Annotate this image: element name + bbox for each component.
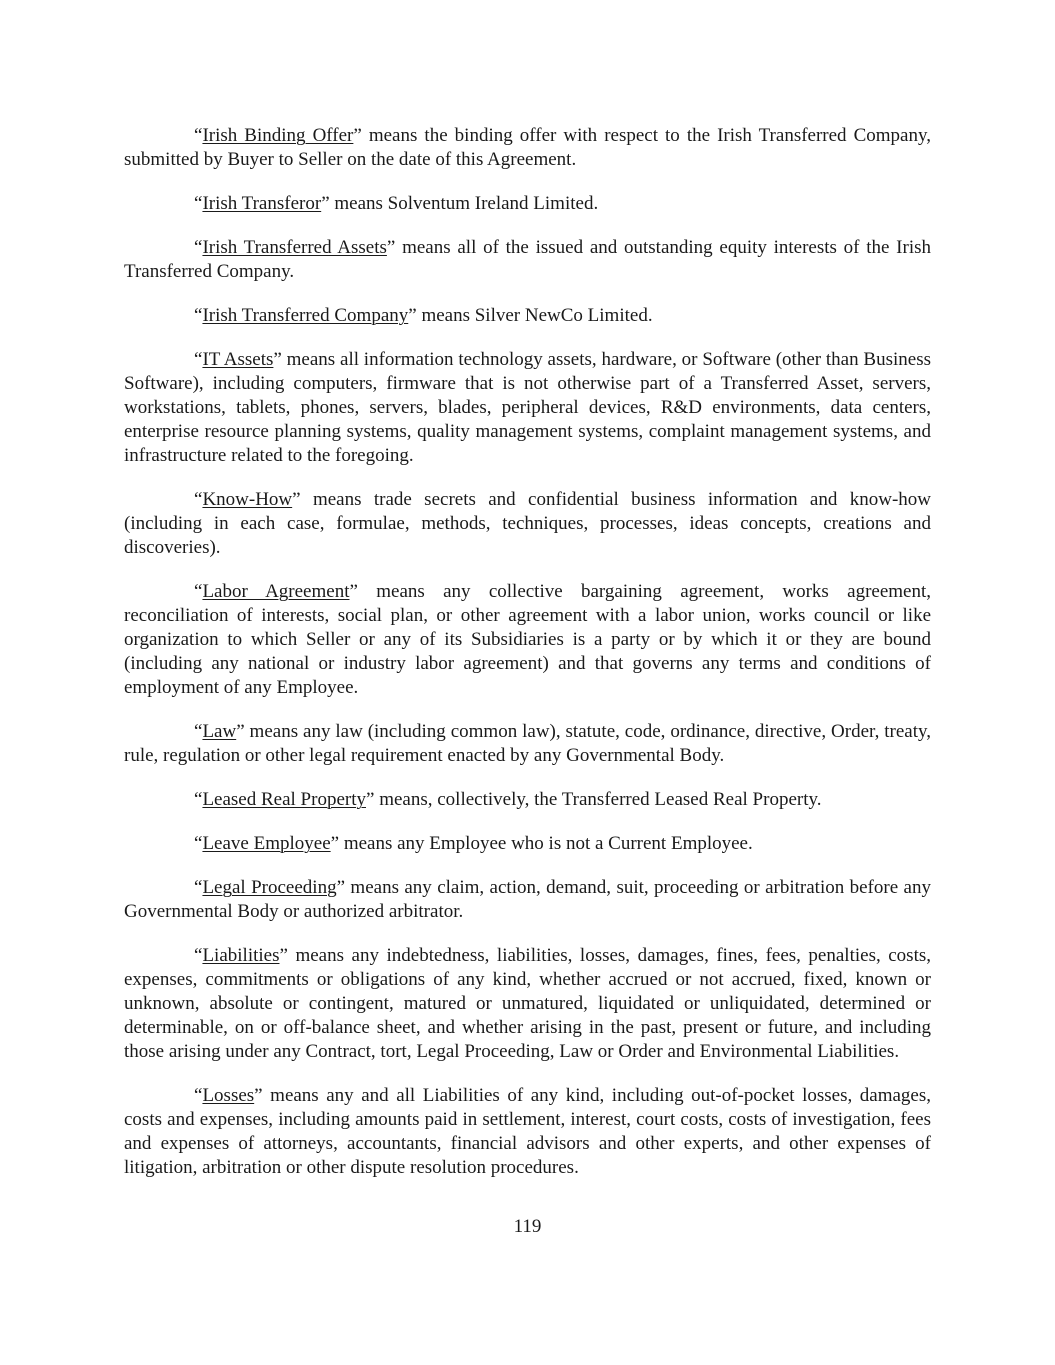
definition-law: “Law” means any law (including common law), statute, code, ordinance, directive, Order, treaty, rule, regulation or other legal requirement enacted by any Governmental Body. [124,721,931,766]
definition-leased-real-property: “Leased Real Property” means, collectively, the Transferred Leased Real Property. [194,789,822,810]
defined-term: IT Assets [202,349,274,370]
definition-text: means all of the issued and outstanding equity interests of the Irish Transferred Company. [124,237,931,282]
definition-text: means all information technology assets, hardware, or Software (other than Business Software), including computers, firmware that is not otherwise part of a Transferred Asset, servers, workstations, tablets, phones, servers, blades, peripheral devices, R&D environments, data centers, enterprise resource planning systems, quality management systems, complaint management systems, and infrastructure related to the foregoing. [124,349,931,466]
defined-term: Irish Transferor [202,193,322,214]
defined-term: Law [202,721,237,742]
definition-text: means any indebtedness, liabilities, losses, damages, fines, fees, penalties, costs, expenses, commitments or obligations of any kind, whether accrued or not accrued, fixed, known or unknown, absolute or contingent, matured or unmatured, liquidated or unliquidated, determined or determinable, on or off-balance sheet, and whether arising in the past, present or future, and including those arising under any Contract, tort, Legal Proceeding, Law or Order and Environmental Liabilities. [124,945,931,1062]
definition-text: means Silver NewCo Limited. [416,305,653,326]
definition-irish-transferred-assets: “Irish Transferred Assets” means all of the issued and outstanding equity interests of the Irish Transferred Company. [124,237,931,282]
defined-term: Losses [202,1085,255,1106]
defined-term: Leave Employee [202,833,331,854]
definition-text: means the binding offer with respect to the Irish Transferred Company, submitted by Buyer to Seller on the date of this Agreement. [124,125,931,170]
definition-it-assets: “IT Assets” means all information technology assets, hardware, or Software (other than Business Software), including computers, firmware that is not otherwise part of a Transferred Asset, servers, workstations, tablets, phones, servers, blades, peripheral devices, R&D environments, data centers, enterprise resource planning systems, quality management systems, complaint management systems, and infrastructure related to the foregoing. [124,349,931,466]
definition-losses: “Losses” means any and all Liabilities of any kind, including out-of-pocket losses, damages, costs and expenses, including amounts paid in settlement, interest, court costs, costs of investigation, fees and expenses of attorneys, accountants, financial advisors and other experts, and other expenses of litigation, arbitration or other dispute resolution procedures. [124,1085,931,1178]
definition-text: means any Employee who is not a Current Employee. [339,833,753,854]
definition-text: means trade secrets and confidential business information and know-how (including in each case, formulae, methods, techniques, processes, ideas concepts, creations and discoveries). [124,489,931,558]
definition-irish-transferred-company: “Irish Transferred Company” means Silver NewCo Limited. [194,305,653,326]
definition-leave-employee: “Leave Employee” means any Employee who is not a Current Employee. [194,833,753,854]
definition-text: means any collective bargaining agreement, works agreement, reconciliation of interests, social plan, or other agreement with a labor union, works council or like organization to which Seller or any of its Subsidiaries is a party or by which it or they are bound (including any national or industry labor agreement) and that governs any terms and conditions of employment of any Employee. [124,581,931,698]
definition-liabilities: “Liabilities” means any indebtedness, liabilities, losses, damages, fines, fees, penalties, costs, expenses, commitments or obligations of any kind, whether accrued or not accrued, fixed, known or unknown, absolute or contingent, matured or unmatured, liquidated or unliquidated, determined or determinable, on or off-balance sheet, and whether arising in the past, present or future, and including those arising under any Contract, tort, Legal Proceeding, Law or Order and Environmental Liabilities. [124,945,931,1062]
definition-text: means any and all Liabilities of any kind, including out-of-pocket losses, damages, costs and expenses, including amounts paid in settlement, interest, court costs, costs of investigation, fees and expenses of attorneys, accountants, financial advisors and other experts, and other expenses of litigation, arbitration or other dispute resolution procedures. [124,1085,931,1178]
definition-labor-agreement: “Labor Agreement” means any collective bargaining agreement, works agreement, reconciliation of interests, social plan, or other agreement with a labor union, works council or like organization to which Seller or any of its Subsidiaries is a party or by which it or they are bound (including any national or industry labor agreement) and that governs any terms and conditions of employment of any Employee. [124,581,931,698]
defined-term: Irish Transferred Company [202,305,409,326]
definition-know-how: “Know-How” means trade secrets and confidential business information and know-how (including in each case, formulae, methods, techniques, processes, ideas concepts, creations and discoveries). [124,489,931,558]
defined-term: Know-How [202,489,293,510]
defined-term: Labor Agreement [202,581,350,602]
definition-irish-binding-offer: “Irish Binding Offer” means the binding offer with respect to the Irish Transferred Company, submitted by Buyer to Seller on the date of this Agreement. [124,125,931,170]
defined-term: Liabilities [202,945,280,966]
definition-text: means any claim, action, demand, suit, proceeding or arbitration before any Governmental Body or authorized arbitrator. [124,877,931,922]
defined-term: Leased Real Property [202,789,366,810]
definition-irish-transferor: “Irish Transferor” means Solventum Ireland Limited. [194,193,599,214]
document-page [124,124,931,1200]
definition-text: means Solventum Ireland Limited. [329,193,599,214]
defined-term: Irish Transferred Assets [202,237,387,258]
defined-term: Legal Proceeding [202,877,337,898]
definition-legal-proceeding: “Legal Proceeding” means any claim, action, demand, suit, proceeding or arbitration before any Governmental Body or authorized arbitrator. [124,877,931,922]
defined-term: Irish Binding Offer [202,125,354,146]
definition-text: means any law (including common law), statute, code, ordinance, directive, Order, treaty, rule, regulation or other legal requirement enacted by any Governmental Body. [124,721,931,766]
page-number: 119 [513,1216,542,1237]
definition-text: means, collectively, the Transferred Leased Real Property. [374,789,822,810]
